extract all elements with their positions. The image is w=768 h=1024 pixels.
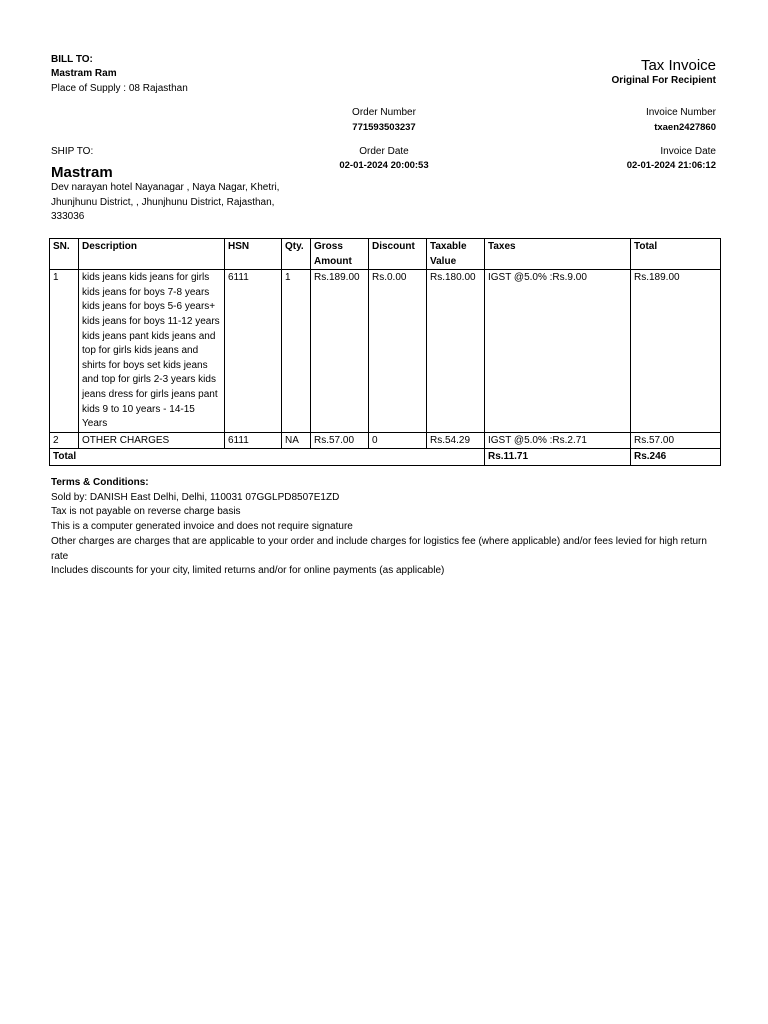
column-header-taxes: Taxes: [485, 239, 631, 270]
cell-gross-amount: Rs.57.00: [311, 432, 369, 449]
terms-line: Sold by: DANISH East Delhi, Delhi, 110031 07GGLPD8507E1ZD: [51, 491, 340, 503]
bill-to-name: Mastram Ram: [51, 68, 117, 79]
column-header-taxable-value: Taxable Value: [427, 239, 485, 270]
cell-taxes: IGST @5.0% :Rs.2.71: [485, 432, 631, 449]
invoice-number-label: Invoice Number: [645, 107, 716, 118]
column-header-discount: Discount: [369, 239, 427, 270]
column-header-total: Total: [631, 239, 721, 270]
table-row: [50, 270, 721, 433]
invoice-number-value: txaen2427860: [654, 122, 716, 133]
terms-line: This is a computer generated invoice and does not require signature: [51, 521, 353, 533]
order-date-value: 02-01-2024 20:00:53: [339, 160, 429, 171]
cell-sn: 2: [50, 432, 79, 449]
column-header-hsn: HSN: [225, 239, 282, 270]
cell-taxable-value: Rs.180.00: [427, 270, 485, 433]
place-of-supply: Place of Supply : 08 Rajasthan: [51, 83, 188, 94]
invoice-date-value: 02-01-2024 21:06:12: [626, 160, 716, 171]
cell-taxes: IGST @5.0% :Rs.9.00: [485, 270, 631, 433]
cell-discount: Rs.0.00: [369, 270, 427, 433]
invoice-date-label: Invoice Date: [660, 146, 716, 157]
total-taxes: Rs.11.71: [485, 449, 631, 466]
items-table: [49, 238, 721, 466]
cell-discount: 0: [369, 432, 427, 449]
total-amount: Rs.246: [631, 449, 721, 466]
cell-total: Rs.189.00: [631, 270, 721, 433]
order-number-value: 771593503237: [352, 122, 416, 133]
cell-description: OTHER CHARGES: [79, 432, 225, 449]
column-header-sn: SN.: [50, 239, 79, 270]
terms-line: Tax is not payable on reverse charge basis: [51, 506, 241, 518]
column-header-description: Description: [79, 239, 225, 270]
order-date-label: Order Date: [359, 146, 409, 157]
terms-line: Other charges are charges that are applicable to your order and include charges for logistics fee (where applicable) and/or fees levied for high return rate: [51, 535, 707, 562]
cell-hsn: 6111: [225, 432, 282, 449]
cell-qty: 1: [282, 270, 311, 433]
column-header-gross-amount: Gross Amount: [311, 239, 369, 270]
table-row: [50, 432, 721, 449]
cell-taxable-value: Rs.54.29: [427, 432, 485, 449]
terms-line: Includes discounts for your city, limited returns and/or for online payments (as applicable): [51, 565, 445, 577]
ship-to-name: Mastram: [51, 164, 113, 181]
cell-total: Rs.57.00: [631, 432, 721, 449]
ship-to-label: SHIP TO:: [51, 146, 94, 157]
cell-description: kids jeans kids jeans for girls kids jeans for boys 7-8 years kids jeans for boys 5-6 years+ kids jeans for boys 11-12 years kids jeans pant kids jeans and top for girls kids jeans and shirts for boys set kids jeans and top for girls 2-3 years kids jeans dress for girls jeans pant kids 9 to 10 years - 14-15 Years: [79, 270, 225, 433]
total-label: Total: [50, 449, 485, 466]
document-subtitle: Original For Recipient: [611, 75, 716, 86]
document-title: Tax Invoice: [640, 57, 716, 74]
cell-gross-amount: Rs.189.00: [311, 270, 369, 433]
bill-to-label: BILL TO:: [51, 54, 93, 65]
cell-qty: NA: [282, 432, 311, 449]
cell-sn: 1: [50, 270, 79, 433]
cell-hsn: 6111: [225, 270, 282, 433]
terms-title: Terms & Conditions:: [51, 477, 149, 488]
table-header-row: [50, 239, 721, 270]
table-total-row: [50, 449, 721, 466]
order-number-label: Order Number: [352, 107, 416, 118]
terms-and-conditions: [51, 476, 721, 579]
column-header-qty: Qty.: [282, 239, 311, 270]
ship-to-address: Dev narayan hotel Nayanagar , Naya Nagar, Khetri, Jhunjhunu District, , Jhunjhunu District, Rajasthan, 333036: [51, 182, 280, 223]
